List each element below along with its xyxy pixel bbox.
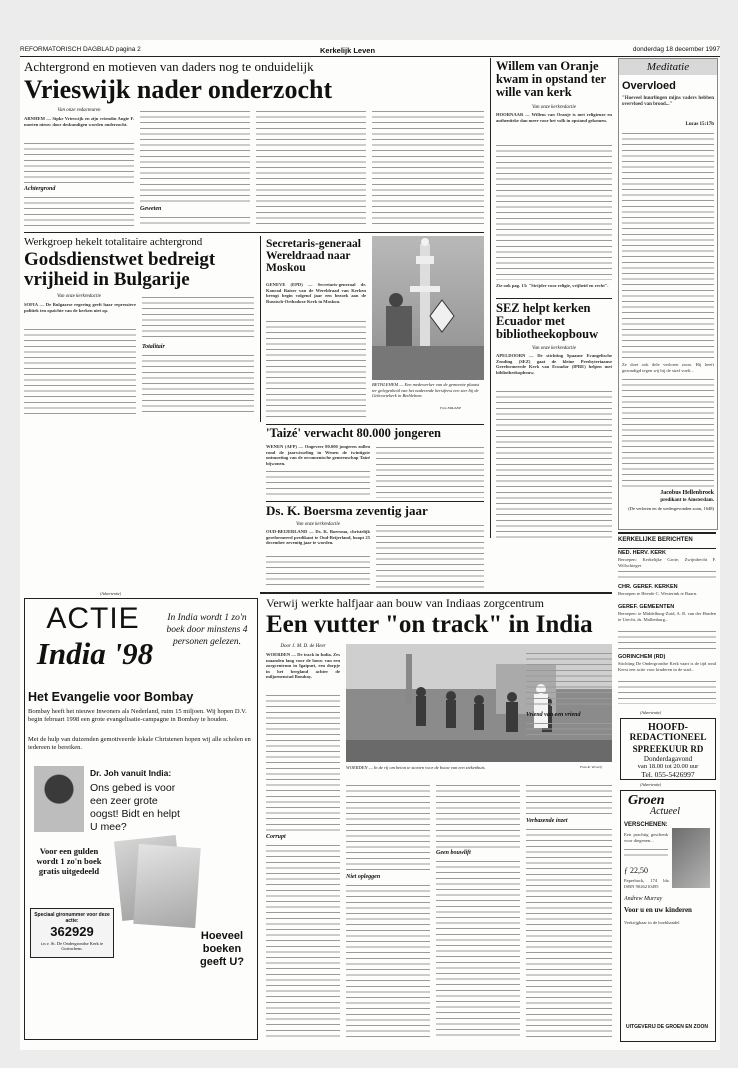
- meditatie-author-sub: predikant te Amsterdam.: [660, 498, 714, 503]
- meditatie-text: [622, 130, 714, 360]
- photo-bethlehem-credit: Foto EPA/ANP: [440, 406, 462, 410]
- rule: [266, 501, 484, 502]
- ad1-giro-sub: t.n.v. St. De Ondergrondse Kerk te Gorinchem.: [40, 941, 104, 951]
- ad2-label: (Advertentie): [640, 710, 662, 715]
- meditatie-quote: Ze doet ook dele verloren zoon. Hij heeft gezondigd tegen wij bij de straf voelt...: [622, 362, 714, 373]
- a2-byline: Van onze kerkredactie: [57, 294, 101, 299]
- ad1-quote: Ons gebed is voor een zeer grote oogst! Bidt en helpt U mee?: [90, 782, 180, 833]
- beroep-h1: NED. HERV. KERK: [618, 550, 666, 556]
- a8-text-col4c: [526, 826, 612, 1038]
- a5-title: Ds. K. Boersma zeventig jaar: [266, 503, 428, 518]
- a8-kicker: Verwij werkte halfjaar aan bouw van Indiaas zorgcentrum: [266, 596, 544, 610]
- ad2-l5: van 18.00 tot 20.00 uur: [637, 763, 699, 770]
- ad1-strap: Het Evangelie voor Bombay: [28, 690, 194, 704]
- a6-byline: Van onze kerkredactie: [532, 105, 576, 110]
- ad1-books: Hoeveel boeken geeft U?: [200, 930, 244, 968]
- a3-text: [266, 318, 366, 422]
- a5-text-col1: [266, 553, 370, 589]
- ad3-publisher: UITGEVERIJ DE GROEN EN ZOON: [626, 1024, 708, 1030]
- beroep-t3-lines: [618, 628, 716, 650]
- a8-sub-verbazende-inzet: Verbazende inzet: [526, 818, 568, 824]
- beroep-t1: Beroepen: Kerkelijke Grote, Zwijndrecht F. Willschieger: [618, 557, 716, 568]
- rule: [260, 592, 612, 594]
- ad2-l1: HOOFD-: [648, 722, 688, 733]
- a5-text-col2: [376, 522, 484, 589]
- ad2-l2: REDACTIONEEL: [629, 733, 707, 743]
- ad2-l3: SPREEKUUR RD: [632, 744, 704, 754]
- ad3-label: (Advertentie): [640, 782, 662, 787]
- a1-text-col4: [372, 108, 484, 228]
- a8-text-col4b: [526, 720, 612, 740]
- ad3-verschenen: VERSCHENEN:: [624, 822, 668, 828]
- a1-text-col1b: [24, 194, 134, 228]
- ad3-sub: Verkrijgbaar in de boekhandel: [624, 920, 680, 925]
- a7-title: SEZ helpt kerken Ecuador met bibliotheekopbouw: [496, 301, 599, 342]
- beroep-h2: CHR. GEREF. KERKEN: [618, 584, 678, 590]
- ad1-giro: 362929: [50, 924, 94, 939]
- a1-text-col2: [140, 108, 250, 203]
- a8-text-col4a: [526, 782, 612, 816]
- ad2-l6: Tel. 055-5426997: [641, 770, 695, 779]
- ad3-author: Andrew Murray: [624, 896, 663, 902]
- a8-text-col3b: [436, 858, 520, 1038]
- a7-lead: APELDOORN — De stichting Spaanse Evangelische Zending (SEZ) gaat de kleine Presbyteriaanse Gereformeerde Kerk van Ecuador (IPRE) helpen met bibliotheekopbouw.: [496, 353, 612, 375]
- a2-kicker: Werkgroep hekelt totalitaire achtergrond: [24, 236, 203, 248]
- a8-title: Een vutter "on track" in India: [266, 611, 593, 638]
- ad3-desc-lines: [624, 846, 668, 860]
- a8-text-col2b: [346, 882, 430, 1038]
- page-header: [20, 44, 720, 57]
- photo-bethlehem-caption: BETHLEHEM — Een medewerker van de gemeente plaatst ter gelegenheid van het naderende kerstfeest een ster bij de Geboortekerk in Bethlehem.: [372, 382, 480, 398]
- a4-text-col1: [266, 468, 370, 498]
- header-left: REFORMATORISCH DAGBLAD pagina 2: [20, 46, 141, 53]
- photo-bethlehem: [372, 236, 484, 380]
- meditatie-author-note: (De verloren en de wedergevonden zoon, 1648): [628, 506, 714, 511]
- a2-lead: SOFIA — De Bulgaarse regering geeft haar repressieve politiek ten opzichte van de kerken niet op.: [24, 302, 136, 313]
- a2-text-col1: [24, 326, 136, 416]
- book-cover: [672, 828, 710, 888]
- a7-text: [496, 388, 612, 538]
- a8-sub-corrupt: Corrupt: [266, 834, 286, 840]
- a6-lead: HOORNAAR — Willem van Oranje is met religieuze en authentieke dan meer voor het volk in opstand gekomen.: [496, 112, 612, 123]
- rule: [24, 232, 484, 233]
- meditatie-verse: "Hoeveel huurlingen mijns vaders hebben overvloed van brood...": [622, 96, 714, 107]
- photo-woerden-caption: WOERDEN — In de rij om beton te storten voor de bouw van een ziekenhuis.: [346, 765, 486, 770]
- a8-text-col1: [266, 692, 340, 832]
- beroep-t4: Stichting De Ondergrondse Kerk vaart is de tijd rond Kerst een actie voor kinderen in de stad...: [618, 661, 716, 672]
- ad3-brand2: Actueel: [650, 806, 680, 817]
- beroep-t1-lines: [618, 568, 716, 580]
- meditatie-ref: Lucas 15:17b: [685, 122, 714, 127]
- a2-title: Godsdienstwet bedreigt vrijheid in Bulgarije: [24, 249, 216, 290]
- ad1-offer: Voor een gulden wordt 1 zo'n boek gratis uitgedeeld: [36, 846, 102, 876]
- rule: [260, 236, 261, 422]
- meditatie-label: Meditatie: [619, 59, 717, 75]
- a1-text-col1: [24, 140, 134, 184]
- photo-woerden-credit: Foto R. Verweij: [580, 765, 602, 769]
- a2-text-col2: [142, 294, 254, 342]
- a8-sub-vriend: Vriend van een vriend: [526, 712, 581, 718]
- a3-title: Secretaris-generaal Wereldraad naar Moskou: [266, 238, 361, 275]
- beroep-h3: GEREF. GEMEENTEN: [618, 604, 675, 610]
- beroep-t3: Beroepen: te Middelburg-Zuid, A. R. van der Harden te Urecht, ds. Mallenburg...: [618, 611, 716, 622]
- a2-sub-totalitair: Totalitair: [142, 344, 165, 350]
- ad3-info: Paperback, 174 blz. ISBN 9026210495: [624, 878, 670, 889]
- a8-text-col1b: [266, 842, 340, 1038]
- a4-title: 'Taizé' verwacht 80.000 jongeren: [266, 426, 441, 440]
- a8-sub-niet-opleggen: Niet opleggen: [346, 874, 381, 880]
- a1-sub-achtergrond: Achtergrond: [24, 186, 56, 192]
- ad3-tagline: Voor u en uw kinderen: [624, 906, 692, 914]
- a5-lead: OUD-BEIJERLAND — Ds. K. Boersma, christelijk gereformeerd predikant te Oud-Beijerland, hoopt 25 december zeventig jaar te worden.: [266, 529, 370, 546]
- a3-lead: GENEVE (EPD) — Secretaris-generaal dr. Konrad Raiser van de Wereldraad van Kerken brengt begin volgend jaar een bezoek aan de Russisch-Orthodoxe Kerk in Moskou.: [266, 282, 366, 304]
- a8-lead: WOERDEN — De track in India. Zes maanden lang voor de bouw van een zorgcentrum in Igatpuri, een dorpje in het bergland achter de miljoenenstad Bombay.: [266, 652, 340, 680]
- a1-text-col3: [256, 108, 366, 228]
- meditatie-text2: [622, 376, 714, 488]
- beroep-t2: Beroepen te Heerde C. Westerink te Baarn.: [618, 591, 698, 596]
- a8-text-col4a-top: [526, 650, 612, 706]
- ad3-desc: Een prachtig geschenk voor diegenen...: [624, 832, 668, 843]
- a8-byline: Door J. M. D. de Heer: [280, 644, 326, 649]
- a1-lead: ARNHEM — Sipke Vrieswijk en zijn vriendin Angie F. moeten nieuw door deskundigen worden onderzocht.: [24, 116, 134, 127]
- a1-kicker: Achtergrond en motieven van daders nog te onduidelijk: [24, 59, 314, 74]
- a2-text-col2b: [142, 352, 254, 416]
- ad2-l4: Donderdagavond: [643, 755, 693, 763]
- a1-title: Vrieswijk nader onderzocht: [24, 75, 333, 104]
- ad1-title1: ACTIE: [46, 602, 140, 635]
- ad3-brand: Groen: [628, 793, 665, 808]
- ad1-p1: Bombay heeft het nieuwe Inwoners als Nederland, ruim 15 miljoen. Wij hopen D.V. begin februari 1998 een grote evangelisatie-campagne in Bombay te houden.: [28, 708, 247, 723]
- ad1-label: (Advertentie): [100, 591, 122, 596]
- a7-byline: Van onze kerkredactie: [532, 346, 576, 351]
- beroep-t4-lines: [618, 678, 716, 704]
- ad1-giro-label: Speciaal gironummer voor deze actie:: [34, 912, 110, 924]
- a4-text-col2: [376, 444, 484, 498]
- ad1-doctor: Dr. Joh vanuit India:: [90, 768, 172, 778]
- a1-sub-geweten: Geweten: [140, 206, 162, 212]
- booklet-image: [133, 844, 200, 928]
- ad1-title2: India '98: [36, 636, 154, 671]
- beroep-title: KERKELIJKE BERICHTEN: [618, 532, 716, 549]
- rule: [266, 424, 484, 425]
- a1-text-col2b: [140, 214, 250, 228]
- a8-sub-geen-bouwlift: Geen bouwlift: [436, 850, 471, 856]
- header-section: Kerkelijk Leven: [320, 46, 376, 55]
- header-date: donderdag 18 december 1997: [632, 46, 720, 53]
- meditatie-title: Overvloed: [622, 80, 676, 92]
- a5-byline: Van onze kerkredactie: [296, 522, 340, 527]
- a8-text-col3: [436, 782, 520, 848]
- a4-lead: WENEN (AFP) — Ongeveer 80.000 jongeren zullen rond de jaarwisseling in Wenen de twintigste ontmoeting van de oecumenische gemeenschap Taizé bijwonen.: [266, 444, 370, 466]
- meditatie-author: Jacobus Hellenbroek: [660, 490, 714, 496]
- beroep-h4: GORINCHEM (RD): [618, 654, 666, 660]
- photo-bethlehem-illustration: [372, 236, 484, 380]
- ad1-side: In India wordt 1 zo'n boek door minstens 4 personen gelezen.: [166, 613, 248, 647]
- a6-title: Willem van Oranje kwam in opstand ter wille van kerk: [496, 59, 606, 100]
- ad1-p2: Met de hulp van duizenden gemotiveerde lokale Christenen hopen wij alle scholen en iedereen te bereiken.: [28, 736, 251, 751]
- rule: [490, 58, 491, 538]
- a6-note: Zie ook pag. 13: "Strijder voor religie, vrijheid en recht".: [496, 283, 609, 288]
- a1-byline: Van onze redacteuren: [57, 108, 101, 113]
- rule: [496, 298, 612, 299]
- doctor-photo: [34, 766, 84, 832]
- a6-text: [496, 142, 612, 280]
- ad3-price: ƒ 22,50: [624, 866, 648, 875]
- a8-text-col2: [346, 782, 430, 872]
